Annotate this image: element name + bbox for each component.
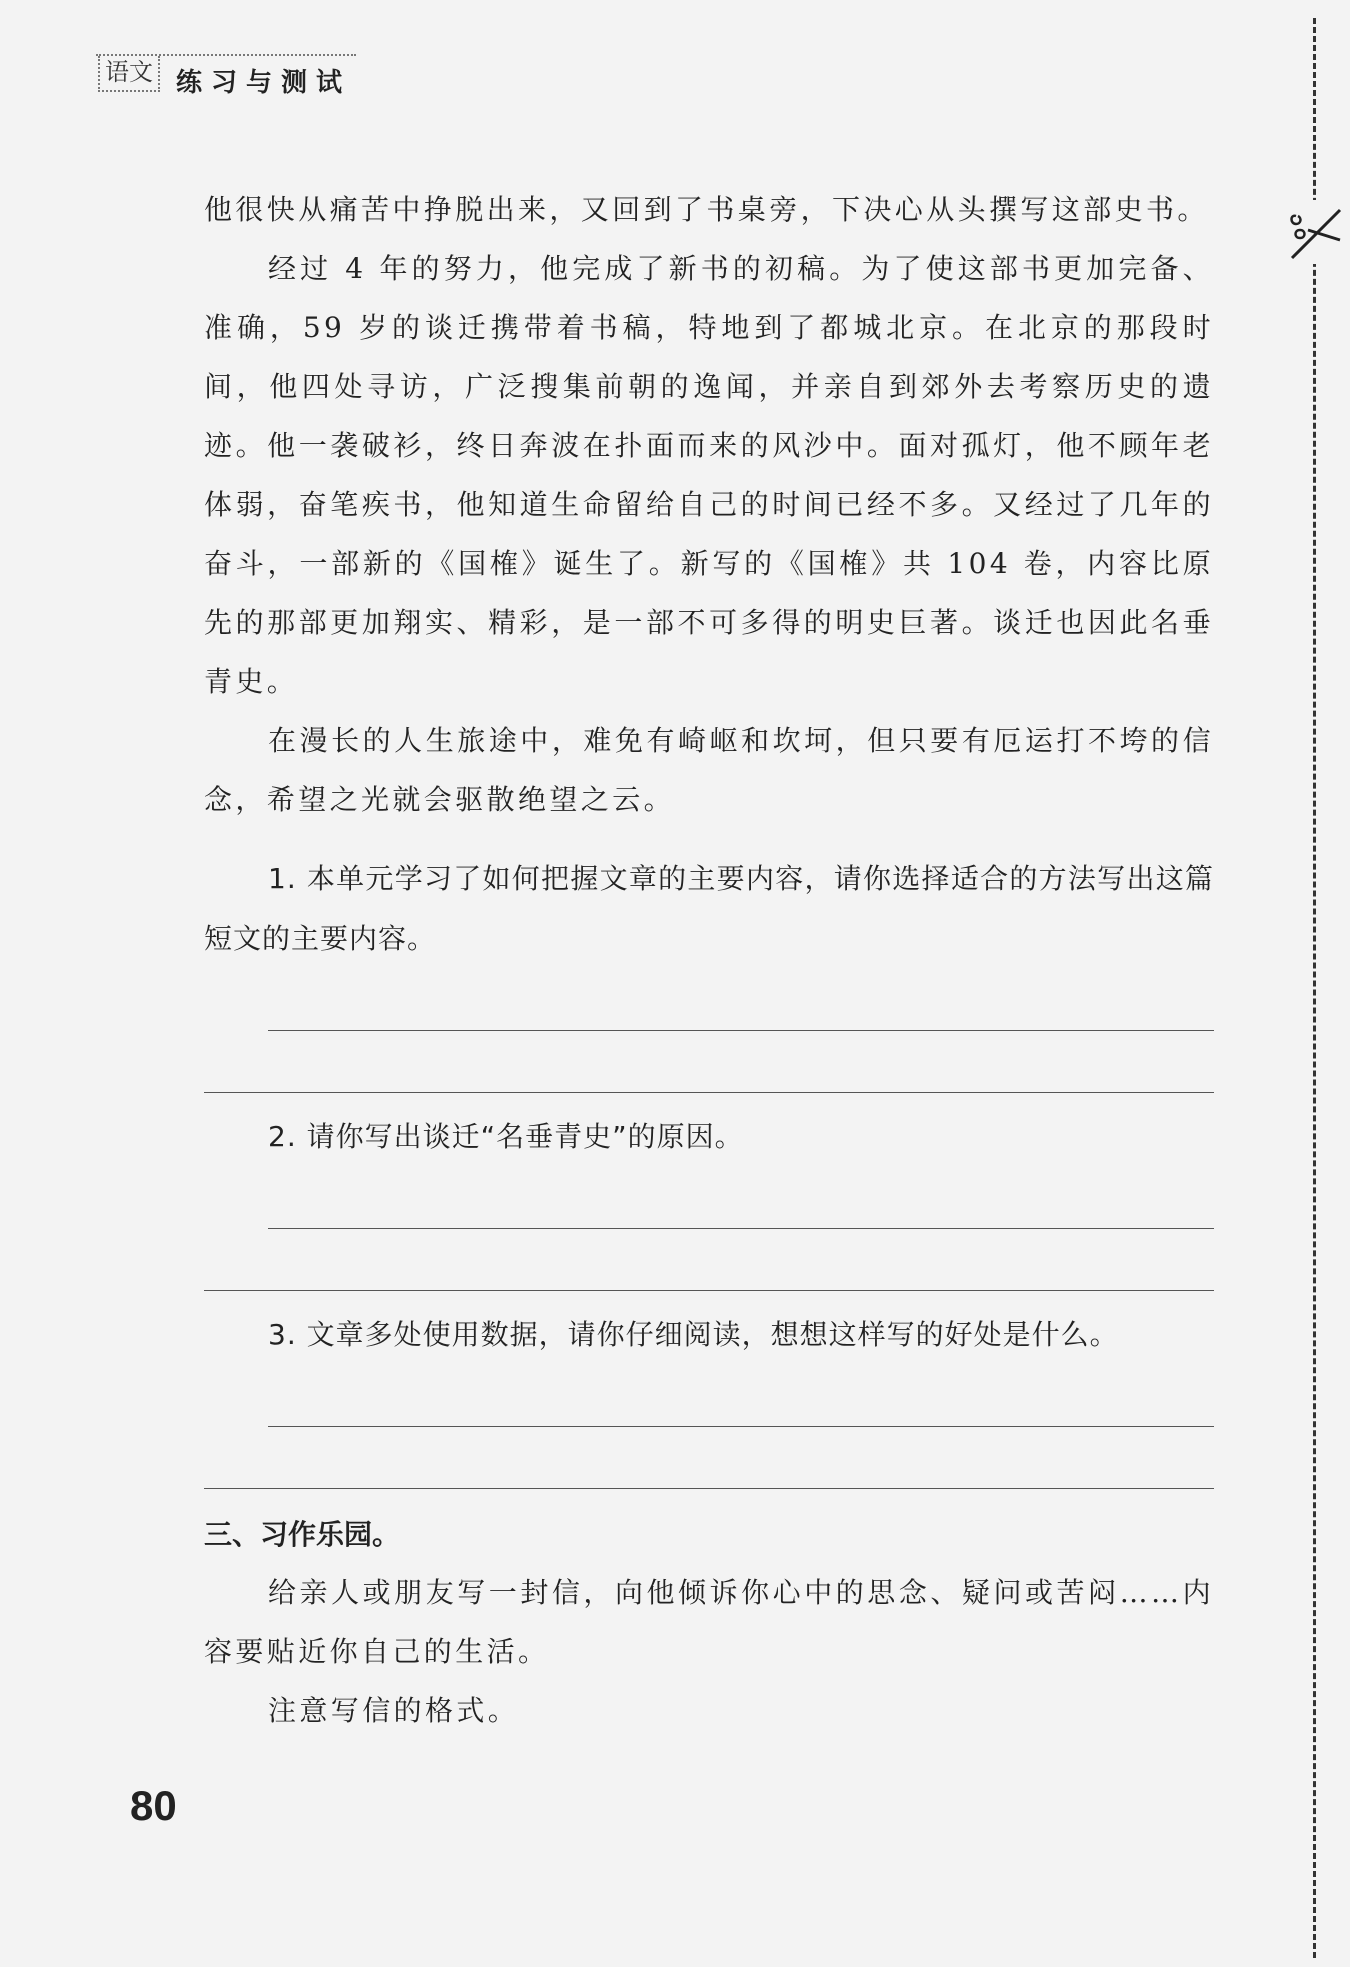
- passage-paragraph: 经过 4 年的努力，他完成了新书的初稿。为了使这部书更加完备、准确，59 岁的谈迁携带着书稿，特地到了都城北京。在北京的那段时间，他四处寻访，广泛搜集前朝的逸闻，并亲自到郊外去考察历史的遗迹。他一袭破衫，终日奔波在扑面而来的风沙中。面对孤灯，他不顾年老体弱，奋笔疾书，他知道生命留给自己的时间已经不多。又经过了几年的奋斗，一部新的《国榷》诞生了。新写的《国榷》共 104 卷，内容比原先的那部更加翔实、精彩，是一部不可多得的明史巨著。谈迁也因此名垂青史。: [204, 252, 1214, 698]
- answer-line[interactable]: [204, 1167, 1214, 1229]
- question-2: 2. 请你写出谈迁“名垂青史”的原因。: [268, 1120, 744, 1153]
- scissors-icon: [1286, 200, 1346, 264]
- book-title: 练习与测试: [176, 68, 352, 98]
- page-content: [204, 180, 1214, 1740]
- section-heading: 三、习作乐园。: [204, 1518, 401, 1551]
- question-1: 1. 本单元学习了如何把握文章的主要内容，请你选择适合的方法写出这篇短文的主要内容。: [204, 862, 1214, 955]
- section-paragraph: 注意写信的格式。: [268, 1694, 520, 1727]
- answer-line[interactable]: [204, 969, 1214, 1031]
- answer-line[interactable]: [204, 1365, 1214, 1427]
- subject-label: 语文: [98, 56, 160, 92]
- page-number: 80: [130, 1782, 177, 1829]
- answer-line[interactable]: [204, 1031, 1214, 1093]
- question-3: 3. 文章多处使用数据，请你仔细阅读，想想这样写的好处是什么。: [268, 1318, 1119, 1351]
- passage-paragraph: 在漫长的人生旅途中，难免有崎岖和坎坷，但只要有厄运打不垮的信念，希望之光就会驱散绝望之云。: [204, 724, 1214, 816]
- answer-line[interactable]: [204, 1427, 1214, 1489]
- cut-line: [1313, 18, 1316, 1958]
- answer-line[interactable]: [204, 1229, 1214, 1291]
- section-paragraph: 给亲人或朋友写一封信，向他倾诉你心中的思念、疑问或苦闷……内容要贴近你自己的生活。: [204, 1576, 1214, 1668]
- passage-paragraph: 他很快从痛苦中挣脱出来，又回到了书桌旁，下决心从头撰写这部史书。: [204, 193, 1209, 226]
